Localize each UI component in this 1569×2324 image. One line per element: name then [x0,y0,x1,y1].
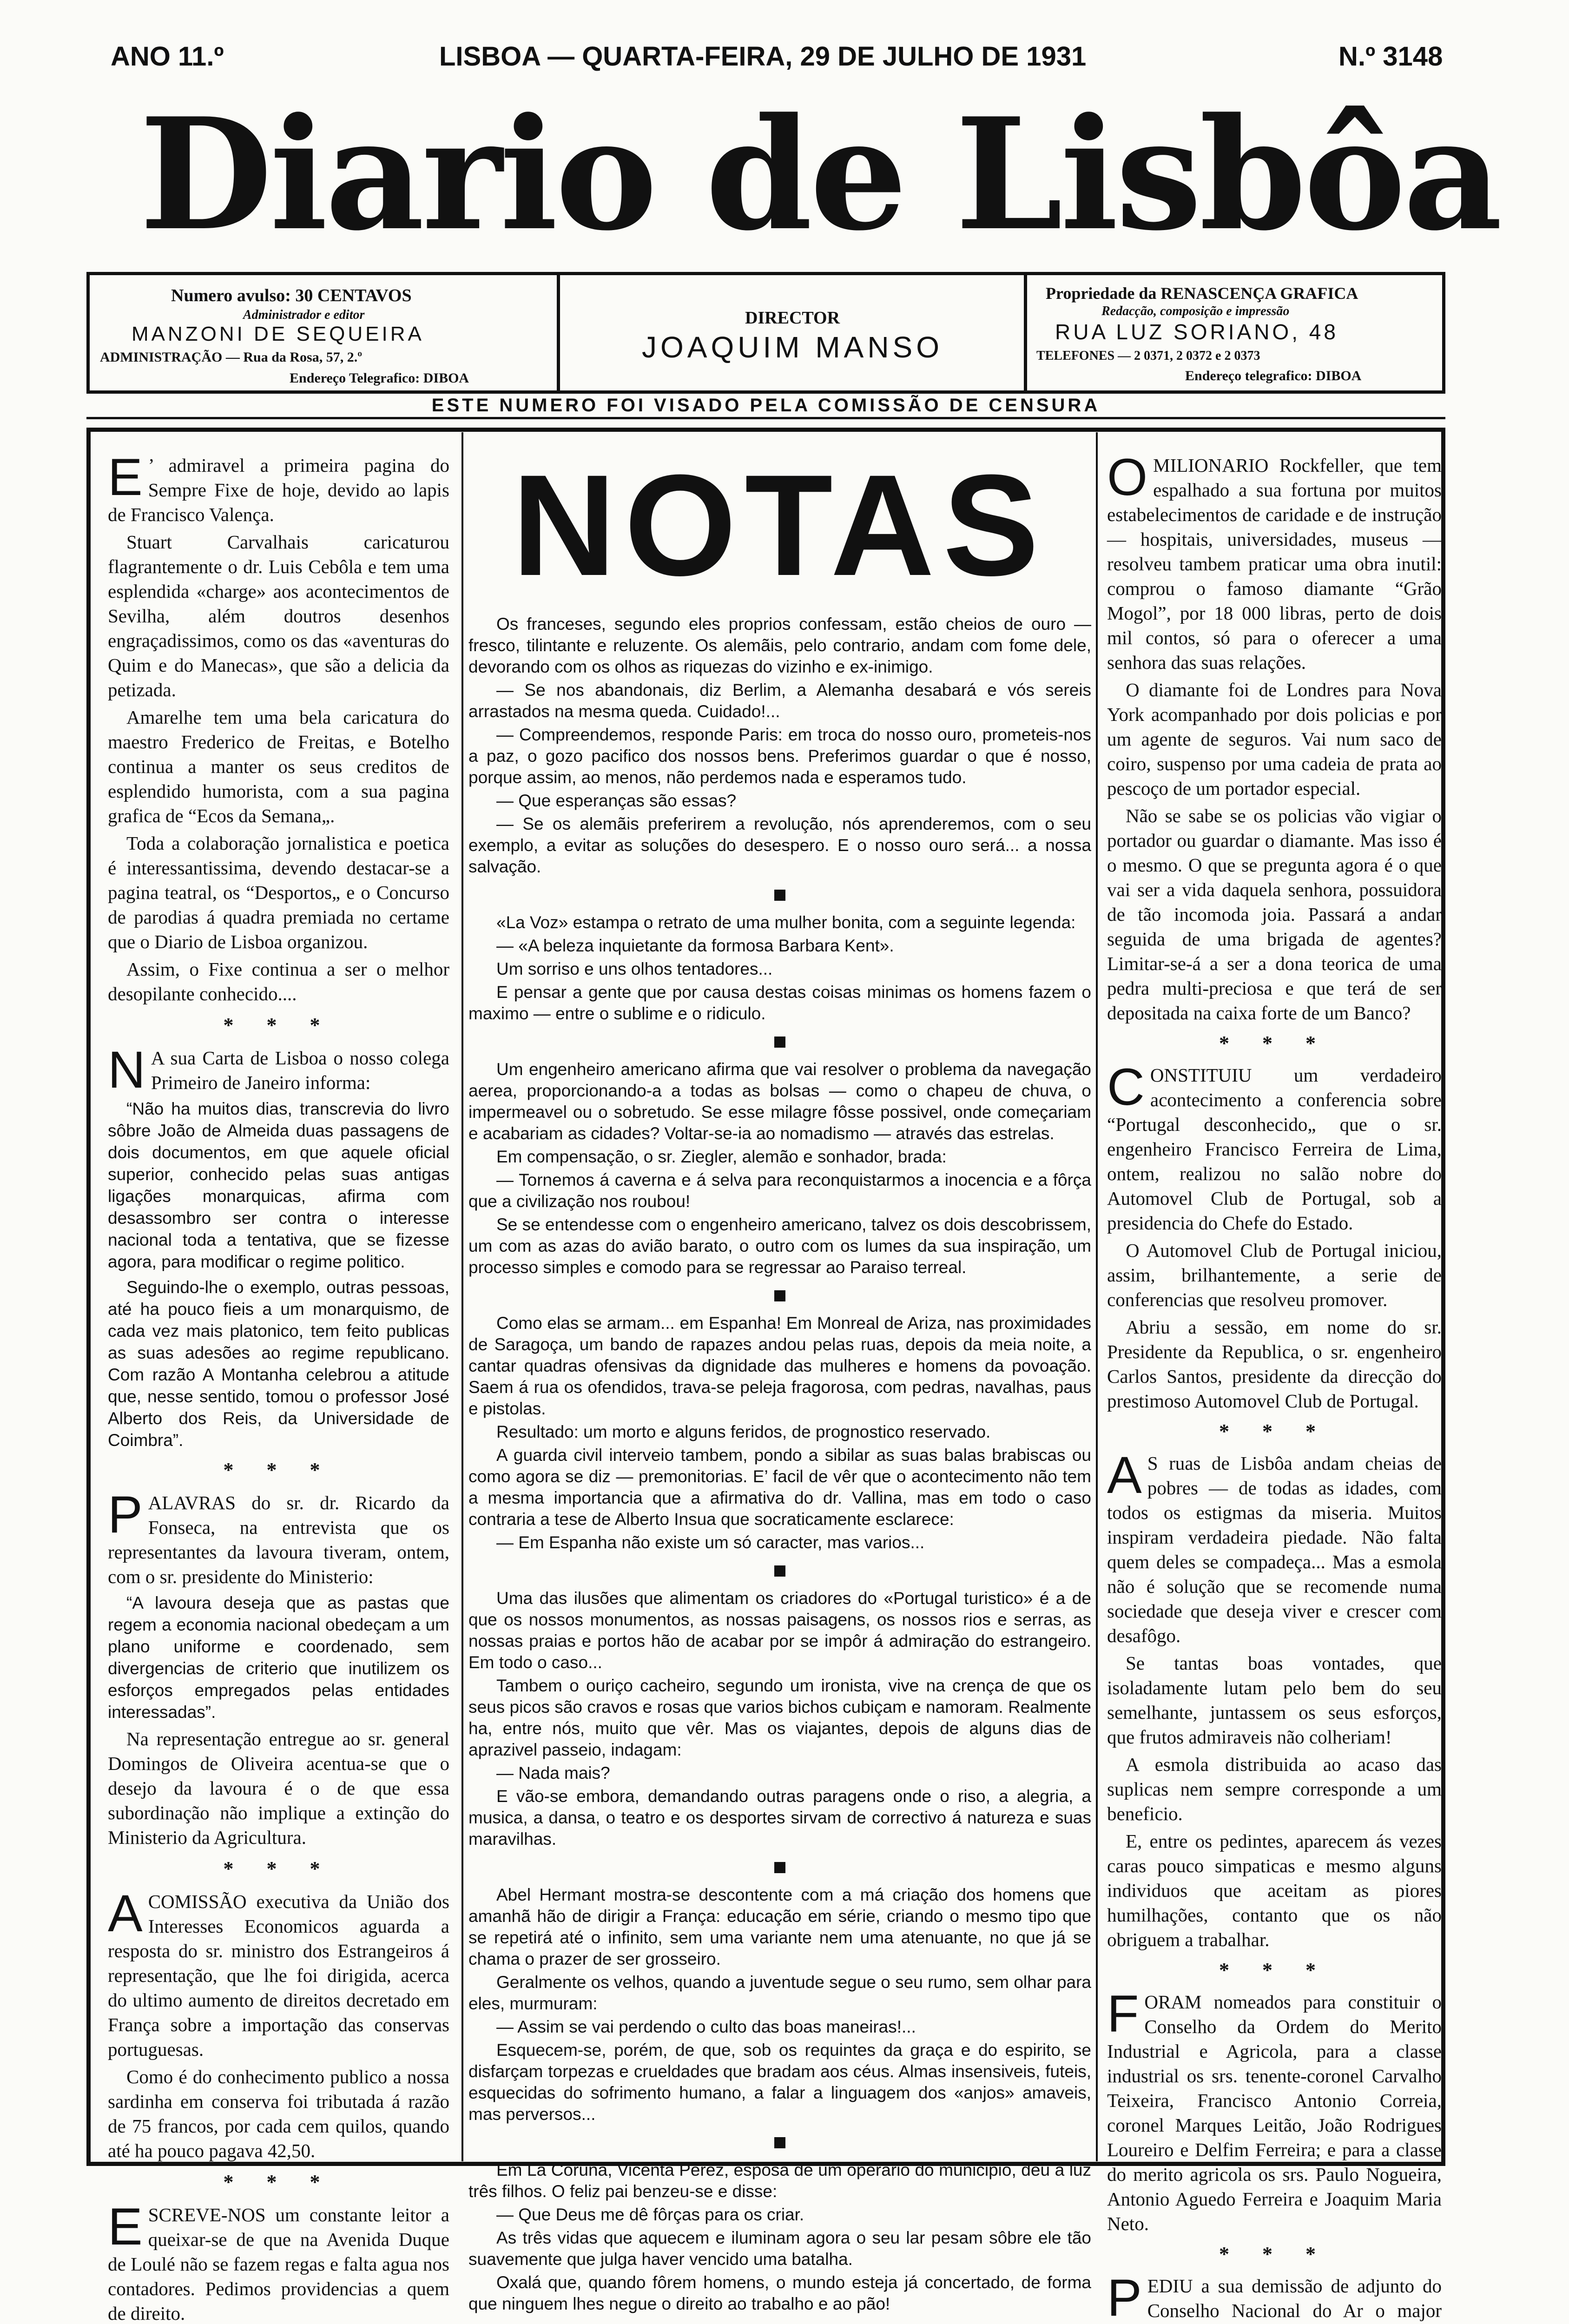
paragraph: Em La Coruna, Vicenta Pérez, esposa de um operario do municipio, deu á luz três filhos. O feliz pai benzeu-se e disse: [468,2160,1091,2201]
section-separator: * * * [223,1014,334,1037]
drop-cap: C [1107,1058,1145,1116]
article-rockfeller: OMILIONARIO Rockfeller, que tem espalhado a sua fortuna por muitos estabelecimentos de caridade e de instrução — hospitais, universidades, museus — resolveu tambem praticar uma obra inutil: comprou o famoso diamante “Grão Mogol”, por 18 000 libras, perto de dois mil contos, só para o oferecer a uma senhora das suas relações. [1107,448,1442,673]
quoted-paragraph: Seguindo-lhe o exemplo, outras pessoas, até ha pouco fieis a um monarquismo, de cada vez mais platonico, tem feito publicas as suas adesões ao regime republicano. Com razão A Montanha celebrou a atitude que, nesse sentido, tomou o professor José Alberto dos Reis, da Universidade de Coimbra”. [108,1278,449,1450]
note-separator-square [774,890,785,901]
article-lavoura: PALAVRAS do sr. dr. Ricardo da Fonseca, na entrevista que os representantes da lavoura tiveram, ontem, com o sr. presidente do Ministerio: [108,1486,449,1587]
left-column [108,448,449,2324]
paragraph: Se tantas boas vontades, que isoladamente lutam pelo bem do seu semelhante, juntassem os seus esforços, que frutos admiraveis não colheriam! [1107,1652,1442,1748]
paragraph: Abel Hermant mostra-se descontente com a má criação dos homens que amanhã hão de dirigir a França: educação em série, criando o mesmo tipo que se repetirá até o infinito, sem uma variante nem uma atenuante, no que já se chama o prazer de ser grosseiro. [468,1885,1091,1968]
paragraph: Na representação entregue ao sr. general Domingos de Oliveira acentua-se que o desejo da lavoura é o de que essa subordinação não implique a extinção do Ministerio da Agricultura. [108,1728,449,1848]
note-separator-square [774,1037,785,1048]
drop-cap: E [108,448,143,506]
info-divider-1 [557,275,560,390]
top-dateline-bar [0,41,1569,73]
paragraph: — Tornemos á caverna e á selva para reconquistarmos a inocencia e a fôrça que a civilização nos roubou! [468,1170,1091,1211]
publication-info-box [86,272,1445,394]
paragraph: — Compreendemos, responde Paris: em troca do nosso ouro, prometeis-nos a paz, o gozo pacifico dos nossos bens. Preferimos guardar o que é nosso, porque assim, ao menos, não perdemos nada e esperamos tudo. [468,725,1091,787]
telephones-line: TELEFONES — 2 0371, 2 0372 e 2 0373 [1036,349,1260,363]
article-conferencia: CONSTITUIU um verdadeiro acontecimento a conferencia sobre “Portugal desconhecido„ que o sr. engenheiro Francisco Ferreira de Lima, ontem, realizou no salão nobre do Automovel Club de Portugal, sob a presidencia do Chefe do Estado. [1107,1058,1442,1234]
column-rule-right [1096,432,1098,2161]
paragraph: E, entre os pedintes, aparecem ás vezes caras pouco simpaticas e mesmo alguns individuos que aceitam as piores humilhações, contanto que os não obriguem a trabalhar. [1107,1830,1442,1950]
paragraph: Uma das ilusões que alimentam os criadores do «Portugal turistico» é a de que os nossos monumentos, as nossas paisagens, os nossos rios e serras, as nossas praias e portos hão de acabar por se impôr á admiração do estrangeiro. Em todo o caso... [468,1589,1091,1672]
administrator-label: Administrador e editor [243,308,365,322]
section-separator: * * * [223,2171,334,2193]
director-name: JOAQUIM MANSO [641,330,943,364]
paragraph: — Que Deus me dê fôrças para os criar. [496,2205,804,2224]
article-primeiro-de-janeiro: N A sua Carta de Lisboa o nosso colega Primeiro de Janeiro informa: [108,1041,449,1099]
section-separator: * * * [223,1857,334,1880]
price-line: Numero avulso: 30 CENTAVOS [171,286,412,305]
paragraph: Oxalá que, quando fôrem homens, o mundo esteja já concertado, de forma que ninguem lhes negue o direito ao trabalho e ao pão! [468,2273,1091,2313]
paragraph: E vão-se embora, demandando outras paragens onde o riso, a alegria, a musica, a dansa, o teatro e os desportes sirvam de correctivo á natureza e suas maravilhas. [468,1787,1091,1849]
paragraph: Geralmente os velhos, quando a juventude segue o seu rumo, sem olhar para eles, murmuram: [468,1973,1091,2013]
paragraph: — Se nos abandonais, diz Berlim, a Alemanha desabará e vós sereis arrastados na mesma queda. Cuidado!... [468,680,1091,721]
owner-line: Propriedade da RENASCENÇA GRAFICA [1046,284,1358,303]
paragraph: — Nada mais? [496,1763,610,1783]
paragraph: — Se os alemãis preferirem a revolução, nós aprenderemos, com o seu exemplo, a evitar as soluções do desespero. E o nosso ouro será... a nossa salvação. [468,814,1091,876]
article-ordem-do-merito: FORAM nomeados para constituir o Conselho da Ordem do Merito Industrial e Agricola, para a classe industrial os srs. tenente-coronel Carvalho Teixeira, Francisco Antonio Correia, coronel Marques Leitão, João Rodrigues Loureiro e Delfim Ferreira; e para a classe do merito agricola os srs. Paulo Nogueira, Antonio Aguedo Ferreira e Joaquim Maria Neto. [1107,1985,1442,2234]
quoted-paragraph: “A lavoura deseja que as pastas que regem a economia nacional obedeçam a um plano uniforme e coordenado, sem divergencias de criterio que inutilizem os esforços empregados pelas entidades interessadas”. [108,1593,449,1722]
paragraph: Resultado: um morto e alguns feridos, de prognostico reservado. [496,1422,991,1441]
paragraph: As três vidas que aquecem e iluminam agora o seu lar pesam sôbre ele tão suavemente que julga haver vencido uma batalha. [468,2228,1091,2269]
dateline: LISBOA — QUARTA-FEIRA, 29 DE JULHO DE 1931 [439,41,1087,72]
paragraph: Esquecem-se, porém, de que, sob os requintes da graça e do espirito, se disfarçam torpezas e crueldades que bradam aos céus. Almas insensiveis, futeis, esquecidas do sofrimento humano, a falar a linguagem dos «anjos» amaveis, mas perversos... [468,2040,1091,2124]
paragraph: Abriu a sessão, em nome do sr. Presidente da Republica, o sr. engenheiro Carlos Santos, presidente da direcção do prestimoso Automovel Club de Portugal. [1107,1316,1442,1412]
notas-headline: NOTAS [512,444,1048,606]
newspaper-masthead: Diario de Lisbôa [139,84,1500,264]
drop-cap: O [1107,448,1148,506]
info-divider-2 [1024,275,1027,390]
paragraph: — Assim se vai perdendo o culto das boas maneiras!... [496,2017,916,2036]
note-separator-square [774,1565,785,1577]
administrator-name: MANZONI DE SEQUEIRA [132,323,424,345]
info-right-cell [1027,275,1445,390]
paragraph: Como elas se armam... em Espanha! Em Monreal de Ariza, nas proximidades de Saragoça, um bando de rapazes andou pelas ruas, depois da meia noite, a cantar quadras ofensivas da dignidade das mulheres e homens da povoação. Saem á rua os ofendidos, trava-se peleja fragorosa, com pedras, navalhas, paus e pistolas. [468,1314,1091,1418]
drop-cap: P [108,1486,143,1544]
volume-number: ANO 11.º [111,41,224,72]
drop-cap: A [108,1884,143,1942]
paragraph: Um sorriso e uns olhos tentadores... [496,959,773,978]
paragraph: «La Voz» estampa o retrato de uma mulher bonita, com a seguinte legenda: [496,913,1076,932]
section-separator: * * * [1219,1032,1330,1055]
director-label: DIRECTOR [745,308,840,328]
section-separator: * * * [1219,2243,1330,2265]
telegraph-address-left: Endereço Telegrafico: DIBOA [290,370,469,386]
drop-cap: F [1107,1985,1139,2043]
editorial-label: Redacção, composição e impressão [1101,304,1290,318]
drop-cap: N [108,1041,145,1099]
drop-cap: A [1107,1446,1142,1504]
paragraph: — Em Espanha não existe um só caracter, mas varios... [496,1533,925,1552]
note-separator-square [774,1290,785,1301]
article-demissao: PEDIU a sua demissão de adjunto do Conselho Nacional do Ar o major [1107,2269,1442,2324]
section-separator: * * * [1219,1959,1330,1981]
paragraph: A guarda civil interveio tambem, pondo a sibilar as suas balas brabiscas ou como agora se diz — premonitorias. E’ facil de vêr que o acontecimento não tem a mesma importancia que a afirmativa do dr. Vallina, mas em todo o caso contraria a tese de Alberto Insua que socraticamente esclarece: [468,1446,1091,1529]
section-separator: * * * [223,1459,334,1481]
paragraph: E pensar a gente que por causa destas coisas minimas os homens fazem o maximo — entre o sublime e o ridiculo. [468,983,1091,1023]
article-avenida-duque-de-loule: ESCREVE-NOS um constante leitor a queixar-se de que na Avenida Duque de Loulé não se fazem regas e falta agua nos contadores. Pedimos providencias a quem de direito. [108,2198,449,2324]
section-separator: * * * [1219,1420,1330,1443]
info-center-cell [560,275,1025,390]
paragraph: Não se sabe se os policias vão vigiar o portador ou guardar o diamante. Mas isso é o mesmo. O que se pregunta agora é o que vai ser a vida daquela senhora, possuidora de tão incomoda joia. Passará a andar seguida de uma brigada de agentes? Limitar-se-á a ser a dona teorica de uma pedra multi-preciosa e que terá de ser depositada na caixa forte de um Banco? [1107,805,1442,1023]
article-pobres: A S ruas de Lisbôa andam cheias de pobres — de todas as idades, com todos os estigmas da miseria. Muitos inspiram verdadeira piedade. Não falta quem deles se compadeça... Mas a esmola não é solução que se recomende numa sociedade que deseja viver e crescer com desafôgo. [1107,1446,1442,1646]
censorship-notice: ESTE NUMERO FOI VISADO PELA COMISSÃO DE CENSURA [86,395,1445,419]
paragraph: Em compensação, o sr. Ziegler, alemão e sonhador, brada: [496,1147,947,1166]
article-interesses-economicos: ACOMISSÃO executiva da União dos Interesses Economicos aguarda a resposta do sr. ministro dos Estrangeiros á representação, que lhe foi dirigida, acerca do ultimo aumento de direitos decretado em França sobre a importação das conservas portuguesas. [108,1884,449,2060]
right-column [1107,448,1442,2324]
paragraph: Se se entendesse com o engenheiro americano, talvez os dois descobrissem, um com as azas do avião barato, o outro com os lumes da sua inspiração, um processo simples e comodo para se regressar ao Paraiso terreal. [468,1215,1091,1277]
paragraph: Tambem o ouriço cacheiro, segundo um ironista, vive na crença de que os seus picos são cravos e rosas que varios bichos cubiçam e namoram. Realmente ha, entre nós, muito que vêr. Mas os viajantes, depois de alguns dias de aprazivel passeio, indagam: [468,1676,1091,1759]
editorial-address: RUA LUZ SORIANO, 48 [1055,320,1338,344]
paragraph: Assim, o Fixe continua a ser o melhor desopilante conhecido.... [108,958,449,1004]
paragraph: — Que esperanças são essas? [496,791,737,810]
article-sempre-fixe: E ’ admiravel a primeira pagina do Sempre Fixe de hoje, devido ao lapis de Francisco Valença. [108,448,449,525]
note-separator-square [774,2137,785,2148]
administration-address: ADMINISTRAÇÃO — Rua da Rosa, 57, 2.º [100,350,363,365]
info-left-cell [90,275,554,390]
drop-cap: P [1107,2269,1142,2324]
center-column [468,614,1091,2317]
paragraph: Toda a colaboração jornalistica e poetica é interessantissima, devendo destacar-se a pagina teatral, os “Desportos„ e o Concurso de parodias á quadra premiada no certame que o Diario de Lisboa organizou. [108,832,449,952]
paragraph: O diamante foi de Londres para Nova York acompanhado por dois policias e por um agente de seguros. Vai num saco de coiro, suspenso por uma cadeia de prata ao pescoço de um portador especial. [1107,679,1442,799]
column-rule-left [461,432,463,2161]
paragraph: — «A beleza inquietante da formosa Barbara Kent». [496,936,894,955]
paragraph: Amarelhe tem uma bela caricatura do maestro Frederico de Freitas, e Botelho continua a manter os seus creditos de esplendido humorista, com a sua pagina grafica de “Ecos da Semana„. [108,706,449,826]
quoted-paragraph: “Não ha muitos dias, transcrevia do livro sôbre João de Almeida duas passagens de dois documentos, em que aquele oficial superior, conhecido pelas suas antigas ligações monarquicas, afirma com desassombro ser contra o interesse nacional toda a tentativa, que se fizesse agora, para modificar o regime politico. [108,1099,449,1271]
note-separator-square [774,1862,785,1873]
paragraph: Os franceses, segundo eles proprios confessam, estão cheios de ouro — fresco, tilintante e reluzente. Os alemãis, pelo contrario, andam com fome dele, devorando com os olhos as riquezas do vizinho e ex-inimigo. [468,614,1091,676]
paragraph: Como é do conhecimento publico a nossa sardinha em conserva foi tributada á razão de 75 francos, por cada cem quilos, quando até ha pouco pagava 42,50. [108,2066,449,2161]
paragraph: O Automovel Club de Portugal iniciou, assim, brilhantemente, a serie de conferencias que resolveu promover. [1107,1240,1442,1310]
drop-cap: E [108,2198,143,2256]
telegraph-address-right: Endereço telegrafico: DIBOA [1185,368,1362,383]
paragraph: Stuart Carvalhais caricaturou flagrantemente o dr. Luis Cebôla e tem uma esplendida «charge» aos acontecimentos de Sevilha, além doutros desenhos engraçadissimos, como os das «aventuras do Quim e do Manecas», que são a delicia da petizada. [108,531,449,700]
paragraph: A esmola distribuida ao acaso das suplicas nem sempre corresponde a um beneficio. [1107,1754,1442,1824]
issue-number: N.º 3148 [1338,41,1443,72]
paragraph: Um engenheiro americano afirma que vai resolver o problema da navegação aerea, proporcionando-a a todas as bolsas — como o chapeu de chuva, o impermeavel ou o sobretudo. Se esse milagre fôsse possivel, onde começariam e acabariam as cidades? Voltar-se-ia ao nomadismo — através das estrelas. [468,1060,1091,1143]
